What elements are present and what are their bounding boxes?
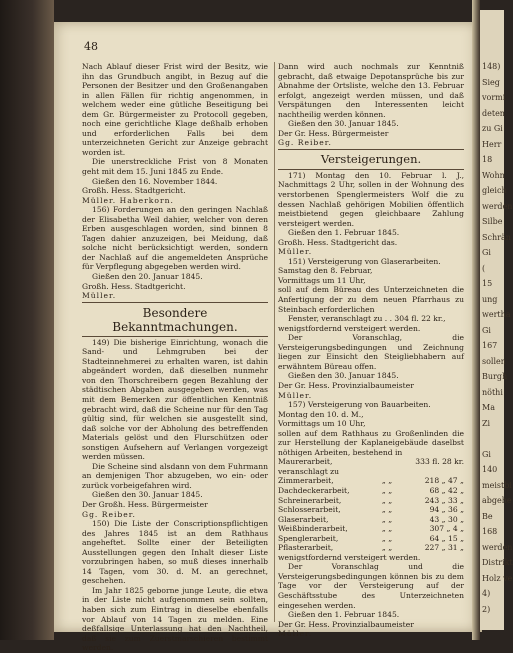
works-item-ditto: „ „ (381, 524, 393, 534)
next-page-fragment: 168 (482, 527, 498, 536)
works-item-value: 68 „ 42 „ (429, 485, 464, 495)
notice-signature: Großh. Hess. Stadtgericht das. (278, 237, 398, 247)
left-column (82, 62, 268, 653)
next-page-fragment: ung (482, 294, 498, 304)
column-divider (274, 62, 275, 622)
works-item-name: Zimmerarbeit, (278, 476, 334, 486)
works-item-name: Schreinerarbeit, (278, 495, 342, 505)
next-page-fragment: Sieg (482, 77, 500, 87)
works-item-name: Spenglerarbeit, (278, 533, 339, 543)
works-item-name: Maurerarbeit, veranschlagt zu (278, 457, 340, 476)
notice-signature: Großh. Hess. Stadtgericht. (82, 186, 186, 196)
works-item-value: 307 „ 4 „ (429, 524, 464, 534)
works-item-ditto: „ „ (381, 495, 393, 505)
next-page-fragment: nöthi (482, 387, 503, 397)
next-page-fragment: 18 (482, 155, 493, 164)
notice-signature: Der Großh. Hess. Bürgermeister (82, 499, 208, 509)
next-page-fragment: 140 (482, 465, 498, 474)
notice-text: Die unerstreckliche Frist von 8 Monaten geht mit dem 15. Juni 1845 zu Ende. (82, 157, 268, 177)
next-page-fragment: Zi (482, 418, 491, 428)
works-item (278, 476, 464, 486)
works-item-value: 43 „ 30 „ (429, 514, 464, 524)
works-item (278, 457, 464, 476)
notice-date: Gießen den 30. Januar 1845. (288, 119, 399, 129)
notice-text: wenigstfordernd versteigert werden. (278, 323, 421, 333)
works-item-value: 333 fl. 28 kr. (415, 457, 464, 467)
notice-149: 149) Die bisherige Einrichtung, wonach die Sand- und Lehmgruben bei der Stadteinnehmerei zu erhalten waren, ist dahin abgeändert worden, daß dieselben nunmehr von den Thorschreibern gegen Bezahlung der städtischen Abgaben ausgegeben werden, was mit dem Bemerken zur öffentlichen Kenntniß gebracht wird, daß die Scheine nur für den Tag gültig sind, für welchen sie ausgestellt sind, daß solche vor der Abholung des betreffenden Materials gelöst und den Flurschützen oder sonstigen Aufsehern auf Verlangen vorgezeigt werden müssen. (82, 337, 268, 462)
works-item-ditto: „ „ (381, 485, 393, 495)
notice-date: Gießen den 20. Januar 1845. (92, 272, 203, 282)
next-page-fragment: werden (482, 201, 513, 211)
right-column (278, 62, 464, 639)
notice-151-time: Vormittags um 11 Uhr, (278, 275, 366, 285)
works-item-ditto: „ „ (381, 505, 393, 515)
notice-151-title: 151) Versteigerung von Glaserarbeiten. (288, 256, 441, 266)
notice-150: 150) Die Liste der Conscriptionspflichtigen des Jahres 1845 ist an dem Rathhaus angeheftet. Sollte einer der Beteiligten Ausstellungen gegen den Inhalt dieser Liste vorzubringen haben, so muß dieses innerhalb 14 Tagen, vom 30. d. M. an gerechnet, geschehen. (82, 519, 268, 586)
works-item-value: 218 „ 47 „ (424, 476, 464, 486)
next-page-fragment: ( (482, 263, 486, 273)
book-gutter (472, 0, 480, 640)
document-page (54, 22, 482, 653)
next-page-fragment: gleich (482, 186, 507, 195)
next-page-fragment: sollen (482, 356, 506, 366)
notice-signature: Müller. (278, 247, 313, 257)
notice-text: Im Jahr 1825 geborne junge Leute, die etwa in der Liste nicht aufgenommen sein sollten, haben sich zum Eintrag in dieselbe ebenfalls vor Ablauf von 14 Tagen zu melden. Eine deßfallsige Unterlassung hat den Nachtheil, daß sie zum Zuerstmarschieren bestimmt werden. (82, 585, 268, 653)
next-page-fragment: Gi (482, 449, 491, 459)
next-page-fragment: wertha (482, 310, 511, 319)
next-page-edge (480, 10, 513, 630)
works-item-value: 64 „ 15 „ (429, 533, 464, 543)
notice-date: Gießen den 30. Januar 1845. (92, 490, 203, 500)
next-page-fragment: Silbe (482, 217, 503, 226)
notice-text: Die Scheine sind alsdann von dem Fuhrmann an demjenigen Thor abzugeben, wo ein- oder zurück vorbeigefahren wird. (82, 461, 268, 490)
page-number: 48 (84, 40, 98, 53)
notice-157-date: Montag den 10. d. M., (278, 409, 364, 419)
notice-signature: Müller. Haberkorn. (82, 195, 174, 205)
notice-171: 171) Montag den 10. Februar l. J., Nachmittags 2 Uhr, sollen in der Wohnung des verstorbenen Spenglermeisters Wolf die zu dessen Nachlaß gehörigen Mobilien öffentlich meistbietend gegen gleichbaare Zahlung versteigert werden. (278, 170, 464, 228)
next-page-fragment: 15 (482, 279, 493, 288)
notice-text: Der Voranschlag und die Versteigerungsbedingungen können bis zu dem Tage vor der Versteigerung auf der Geschäftsstube des Unterzeichneten eingesehen werden. (278, 562, 464, 610)
book-binding-left (0, 0, 54, 640)
works-item-ditto: „ „ (381, 543, 393, 553)
next-page-fragment: meistbi (482, 480, 512, 490)
notice-text: Nach Ablauf dieser Frist wird der Besitz, wie ihn das Grundbuch angibt, in Bezug auf die Personen der Besitzer und den Großenangaben in allen Fällen für richtig angenommen, in welchem weder eine gütliche Beseitigung bei dem Gr. Bürgermeister zu Protocoll gegeben, noch eine gerichtliche Klage deßhalb erhoben und erforderlichen Falls bei dem unterzeichneten Gericht zur Anzeige gebracht worden ist. (82, 62, 268, 157)
next-page-fragment: Burgh (482, 372, 508, 381)
section-heading: Versteigerungen. (320, 151, 422, 166)
next-page-fragment: Wohn (482, 170, 505, 180)
section-rule (278, 169, 464, 170)
next-page-fragment: 2) (482, 604, 491, 614)
works-item-ditto (370, 457, 404, 476)
next-page-fragment: Schrän (482, 232, 511, 242)
notice-signature: Der Gr. Hess. Bürgermeister (278, 128, 389, 138)
works-item (278, 515, 464, 525)
notice-text: soll auf dem Büreau des Unterzeichneten die Anfertigung der zu dem neuen Pfarrhaus zu Steinbach erforderlichen (278, 285, 464, 314)
works-item-value: 243 „ 33 „ (424, 495, 464, 505)
next-page-fragment: werden (482, 542, 513, 552)
notice-date: Gießen den 1. Februar 1845. (288, 228, 400, 238)
notice-signature: Gg. Reiber. (82, 509, 136, 519)
next-page-fragment: vormi (482, 93, 506, 102)
next-page-fragment: Ma (482, 403, 495, 412)
notice-date: Gießen den 1. Februar 1845. (288, 610, 400, 620)
works-item-ditto: „ „ (381, 533, 393, 543)
next-page-fragment: 148) (482, 62, 501, 71)
notice-156: 156) Forderungen an den geringen Nachlaß der Elisabetha Weil dahier, welcher von deren Erben ausgeschlagen worden, sind binnen 8 Tagen dahier anzuzeigen, bei Meidung, daß solche nicht berücksichtigt werden, sondern der Nachlaß auf die angemeldeten Ansprüche für Verpflegung abgegeben werden wird. (82, 205, 268, 272)
section-rule (82, 302, 268, 303)
works-item-ditto: „ „ (381, 476, 393, 486)
works-list (278, 457, 464, 552)
notice-text: Fenster, veranschlagt zu . . 304 fl. 22 kr., (288, 314, 446, 324)
works-item-name: Weißbinderarbeit, (278, 524, 348, 534)
next-page-fragment: Distrikt (482, 558, 513, 567)
notice-157-title: 157) Versteigerung von Bauarbeiten. (288, 400, 431, 410)
next-page-fragment: Gi (482, 325, 491, 335)
works-item (278, 486, 464, 496)
works-item (278, 524, 464, 534)
next-page-fragment: Be (482, 511, 493, 521)
next-page-fragment: 4) (482, 589, 491, 598)
works-item (278, 543, 464, 553)
section-rule (278, 149, 464, 150)
notice-signature: Müller. (278, 629, 313, 639)
next-page-fragment: abgehe (482, 496, 512, 505)
works-item-name: Schlosserarbeit, (278, 505, 341, 515)
notice-signature: Gg. Reiber. (278, 138, 332, 148)
next-page-fragment: deten (482, 108, 505, 118)
notice-text: Der Voranschlag, die Versteigerungsbedingungen und Zeichnung liegen zur Einsicht den Steigliebhabern auf erwähntem Büreau offen. (278, 333, 464, 371)
section-heading: Besondere Bekanntmachungen. (112, 305, 238, 334)
next-page-fragment: Gi (482, 248, 491, 257)
works-item-value: 94 „ 36 „ (429, 505, 464, 515)
works-item-value: 227 „ 31 „ (424, 543, 464, 553)
notice-signature: Müller. (278, 390, 313, 400)
works-item-name: Glaserarbeit, (278, 514, 329, 524)
notice-date: Gießen den 16. November 1844. (92, 176, 218, 186)
works-item-name: Pflasterarbeit, (278, 543, 334, 553)
notice-text: sollen auf dem Rathhaus zu Großenlinden die zur Herstellung der Kaplaneigebäude daselbst nöthigen Arbeiten, bestehend in (278, 428, 464, 457)
next-page-fragment: Holz ve (482, 573, 513, 583)
section-rule (82, 336, 268, 337)
notice-157-time: Vormittags um 10 Uhr, (278, 419, 366, 429)
next-page-fragment: 167 (482, 341, 498, 350)
works-item (278, 534, 464, 544)
notice-text: Dann wird auch nochmals zur Kenntniß gebracht, daß etwaige Depotansprüche bis zur Abnahme der Ortsliste, welche den 13. Februar erfolgt, angezeigt werden müssen, und daß Verspätungen den Interessenten leicht nachtheilig werden können. (278, 62, 464, 119)
notice-signature: Der Gr. Hess. Provinzialbaumeister (278, 619, 414, 629)
works-item (278, 496, 464, 506)
works-item-ditto: „ „ (381, 514, 393, 524)
works-item-name: Dachdeckerarbeit, (278, 485, 350, 495)
notice-signature: Müller. (82, 291, 117, 301)
notice-signature: Der Gr. Hess. Provinzialbaumeister (278, 380, 414, 390)
notice-signature: Großh. Hess. Stadtgericht. (82, 281, 186, 291)
next-page-fragment: zu Gi (482, 124, 503, 133)
notice-text: wenigstfordernd versteigert werden. (278, 552, 421, 562)
notice-151-date: Samstag den 8. Februar, (278, 266, 373, 276)
next-page-fragment: Herr (482, 139, 502, 149)
works-item (278, 505, 464, 515)
notice-date: Gießen den 30. Januar 1845. (288, 371, 399, 381)
